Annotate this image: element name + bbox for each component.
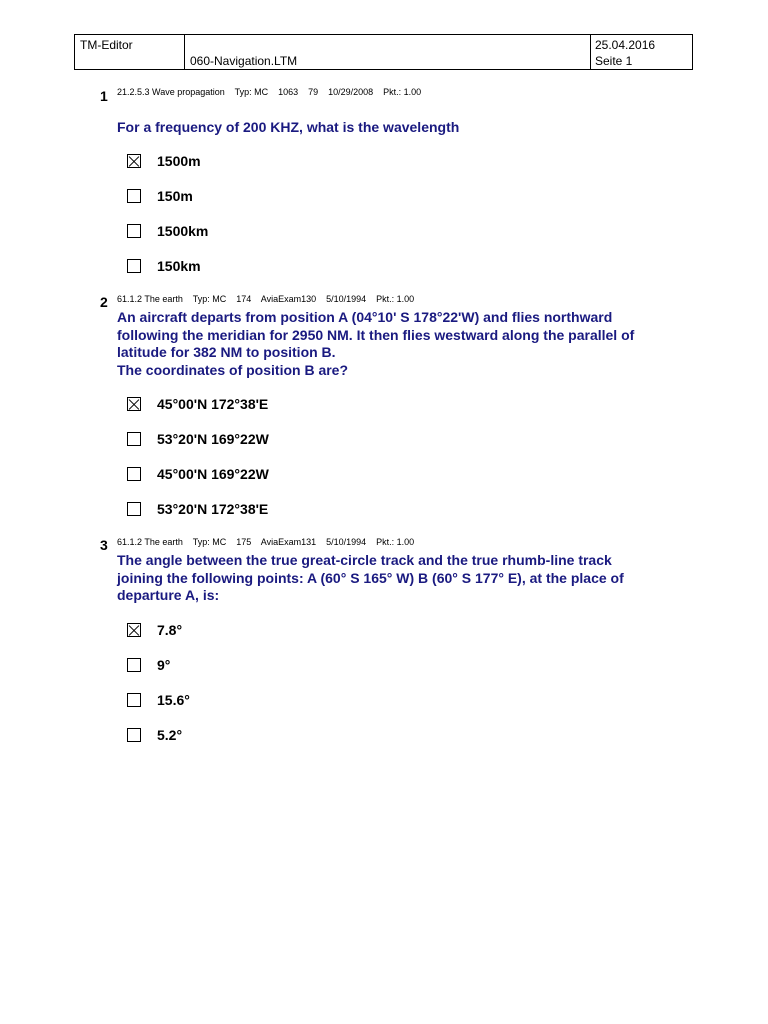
answer-label: 150km: [157, 258, 201, 274]
answer-label: 1500km: [157, 223, 209, 239]
page-header: [74, 34, 693, 70]
answer-option[interactable]: [127, 466, 269, 482]
answer-label: 5.2°: [157, 727, 183, 743]
answer-option[interactable]: [127, 396, 268, 412]
checkbox-icon[interactable]: [127, 502, 141, 516]
answer-label: 53°20'N 172°38'E: [157, 501, 269, 517]
checkbox-icon[interactable]: [127, 728, 141, 742]
checkbox-icon[interactable]: [127, 189, 141, 203]
question-text: An aircraft departs from position A (04°10' S 178°22'W) and flies northward following the meridian for 2950 NM. It then flies westward along the parallel of latitude for 382 NM to position B. The coordinates of position B are?: [117, 309, 635, 378]
answer-label: 53°20'N 169°22W: [157, 431, 269, 447]
answer-label: 15.6°: [157, 692, 190, 708]
answer-label: 7.8°: [157, 622, 183, 638]
answer-label: 9°: [157, 657, 171, 673]
checkbox-icon[interactable]: [127, 658, 141, 672]
checkbox-icon[interactable]: [127, 693, 141, 707]
answer-label: 45°00'N 172°38'E: [157, 396, 269, 412]
answer-option[interactable]: [127, 153, 201, 169]
answer-option[interactable]: [127, 727, 182, 743]
answer-option[interactable]: [127, 657, 170, 673]
question-meta: 61.1.2 The earth Typ: MC 175 AviaExam131 5/10/1994 Pkt.: 1.00: [117, 537, 415, 547]
header-page-number: Seite 1: [595, 54, 633, 68]
question-text: For a frequency of 200 KHZ, what is the wavelength: [117, 119, 460, 135]
answer-option[interactable]: [127, 258, 201, 274]
question-number: 2: [100, 294, 108, 310]
checkbox-icon[interactable]: [127, 432, 141, 446]
question-number: 3: [100, 537, 108, 553]
header-file-name: 060-Navigation.LTM: [190, 54, 298, 68]
checkbox-checked-icon[interactable]: [127, 397, 141, 411]
question-number: 1: [100, 88, 108, 104]
checkbox-checked-icon[interactable]: [127, 154, 141, 168]
checkbox-checked-icon[interactable]: [127, 623, 141, 637]
question-text: The angle between the true great-circle track and the true rhumb-line track joining the following points: A (60° S 165° W) B (60° S 177° E), at the place of departure A, is:: [117, 552, 624, 603]
answer-label: 150m: [157, 188, 193, 204]
answer-option[interactable]: [127, 622, 182, 638]
answer-option[interactable]: [127, 188, 193, 204]
header-date-cell: [591, 35, 692, 69]
header-app-name: TM-Editor: [80, 38, 133, 52]
checkbox-icon[interactable]: [127, 259, 141, 273]
header-app-cell: [75, 35, 185, 69]
answer-option[interactable]: [127, 501, 268, 517]
answer-label: 1500m: [157, 153, 201, 169]
checkbox-icon[interactable]: [127, 467, 141, 481]
header-file-cell: [185, 35, 591, 69]
header-date: 25.04.2016: [595, 38, 656, 52]
answer-option[interactable]: [127, 692, 190, 708]
answer-option[interactable]: [127, 431, 269, 447]
question-meta: 61.1.2 The earth Typ: MC 174 AviaExam130 5/10/1994 Pkt.: 1.00: [117, 294, 415, 304]
checkbox-icon[interactable]: [127, 224, 141, 238]
question-meta: 21.2.5.3 Wave propagation Typ: MC 1063 79 10/29/2008 Pkt.: 1.00: [117, 87, 422, 97]
answer-option[interactable]: [127, 223, 208, 239]
answer-label: 45°00'N 169°22W: [157, 466, 269, 482]
